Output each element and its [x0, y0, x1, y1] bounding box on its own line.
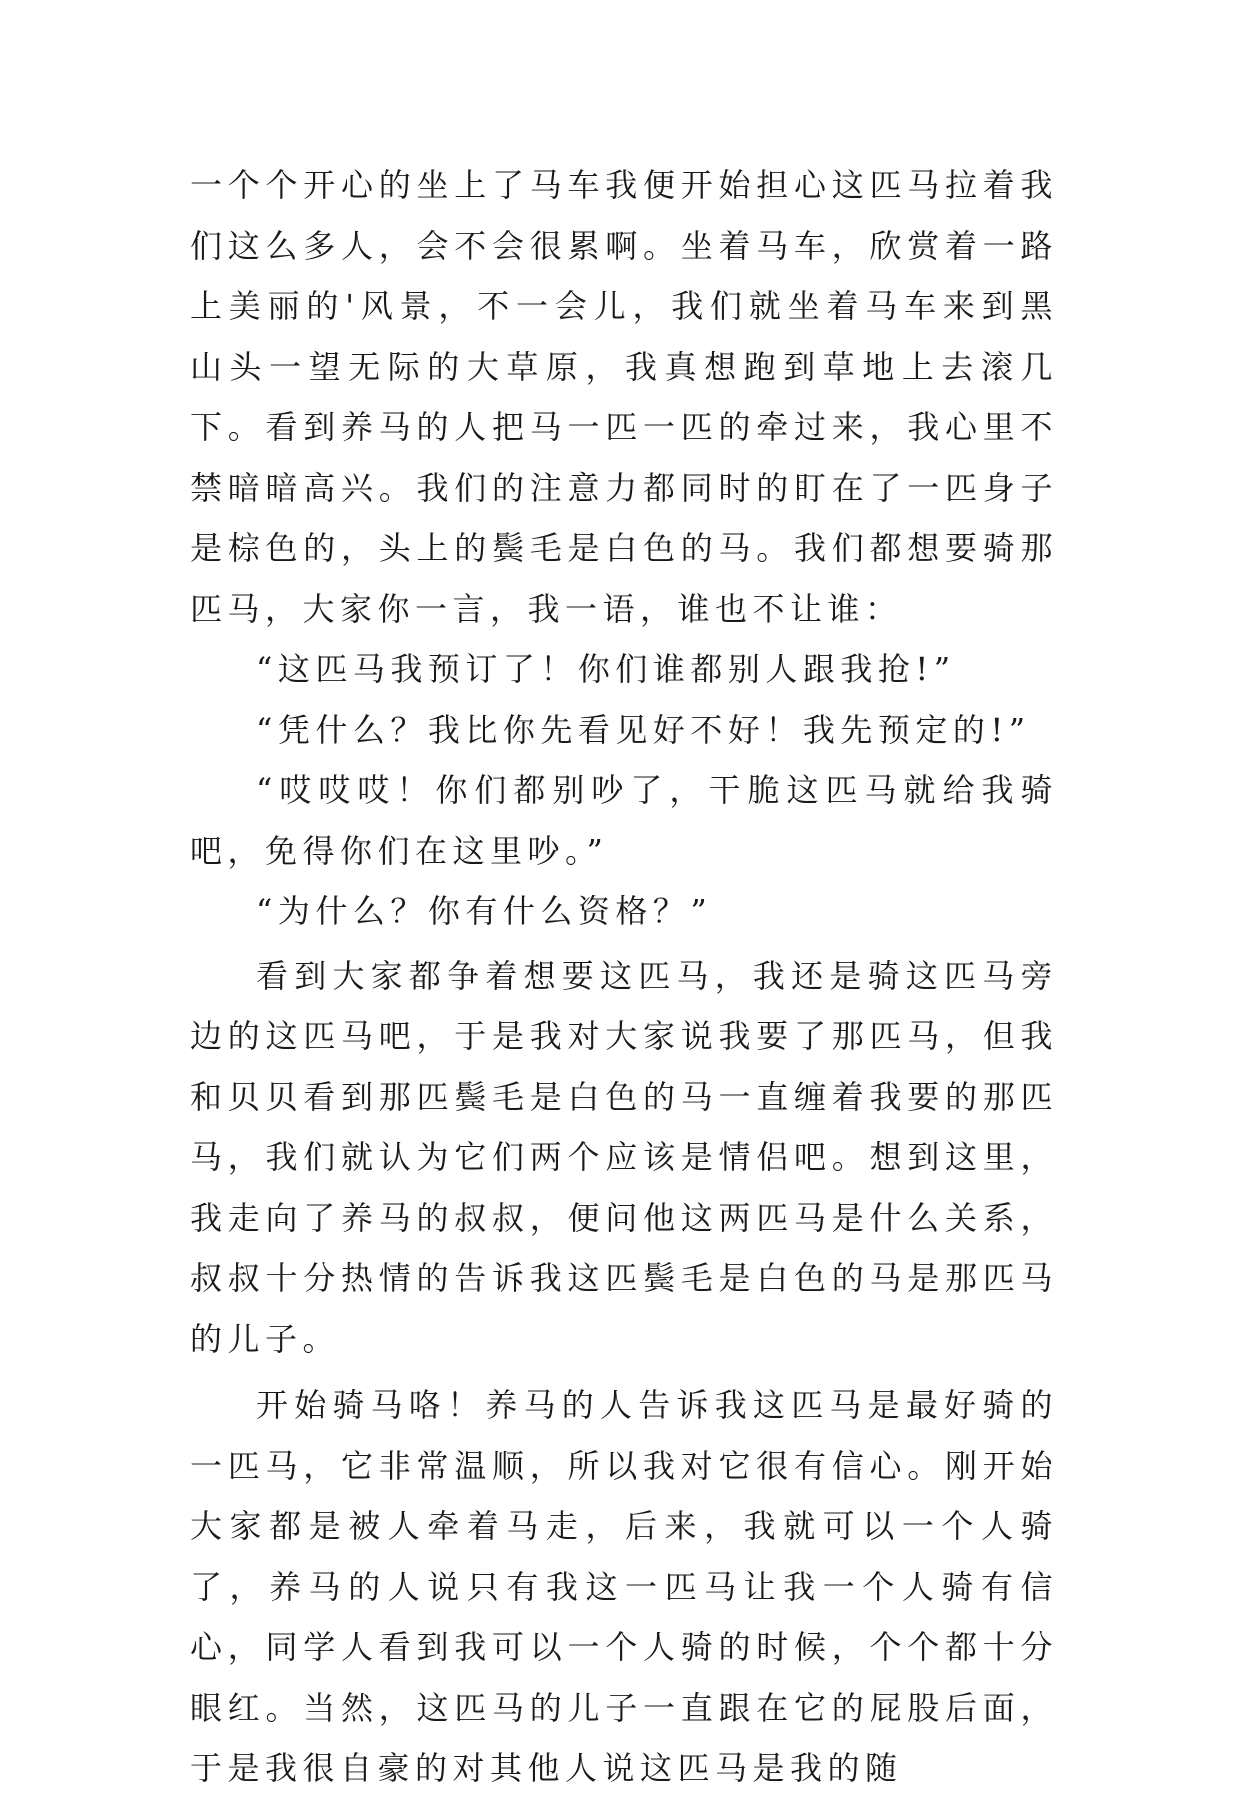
paragraph-3-dialogue: “凭什么？我比你先看见好不好！我先预定的!”	[256, 710, 1031, 749]
paragraph-2-dialogue: “这匹马我预订了！你们谁都别人跟我抢!”	[256, 650, 956, 688]
paragraph-4-dialogue: “哎哎哎！你们都别吵了，干脆这匹马就给我骑吧，免得你们在这里吵。”	[190, 771, 1058, 870]
paragraph-1: 一个个开心的坐上了马车我便开始担心这匹马拉着我们这么多人，会不会很累啊。坐着马车，欣赏着一路上美丽的'风景，不一会儿，我们就坐着马车来到黑山头一望无际的大草原，我真想跑到草地上去滚几下。看到养马的人把马一匹一匹的牵过来，我心里不禁暗暗高兴。我们的注意力都同时的盯在了一匹身子是棕色的，头上的鬓毛是白色的马。我们都想要骑那匹马，大家你一言，我一语，谁也不让谁：	[190, 166, 1058, 628]
paragraph-6: 看到大家都争着想要这匹马，我还是骑这匹马旁边的这匹马吧，于是我对大家说我要了那匹马，但我和贝贝看到那匹鬓毛是白色的马一直缠着我要的那匹马，我们就认为它们两个应该是情侣吧。想到这里，我走向了养马的叔叔，便问他这两匹马是什么关系，叔叔十分热情的告诉我这匹鬓毛是白色的马是那匹马的儿子。	[190, 956, 1058, 1358]
document-body	[190, 155, 1058, 1799]
paragraph-7: 开始骑马咯！养马的人告诉我这匹马是最好骑的一匹马，它非常温顺，所以我对它很有信心。刚开始大家都是被人牵着马走，后来，我就可以一个人骑了，养马的人说只有我这一匹马让我一个人骑有信心，同学人看到我可以一个人骑的时候，个个都十分眼红。当然，这匹马的儿子一直跟在它的屁股后面，于是我很自豪的对其他人说这匹马是我的随	[190, 1386, 1058, 1787]
paragraph-5-dialogue: “为什么？你有什么资格？”	[256, 892, 713, 930]
